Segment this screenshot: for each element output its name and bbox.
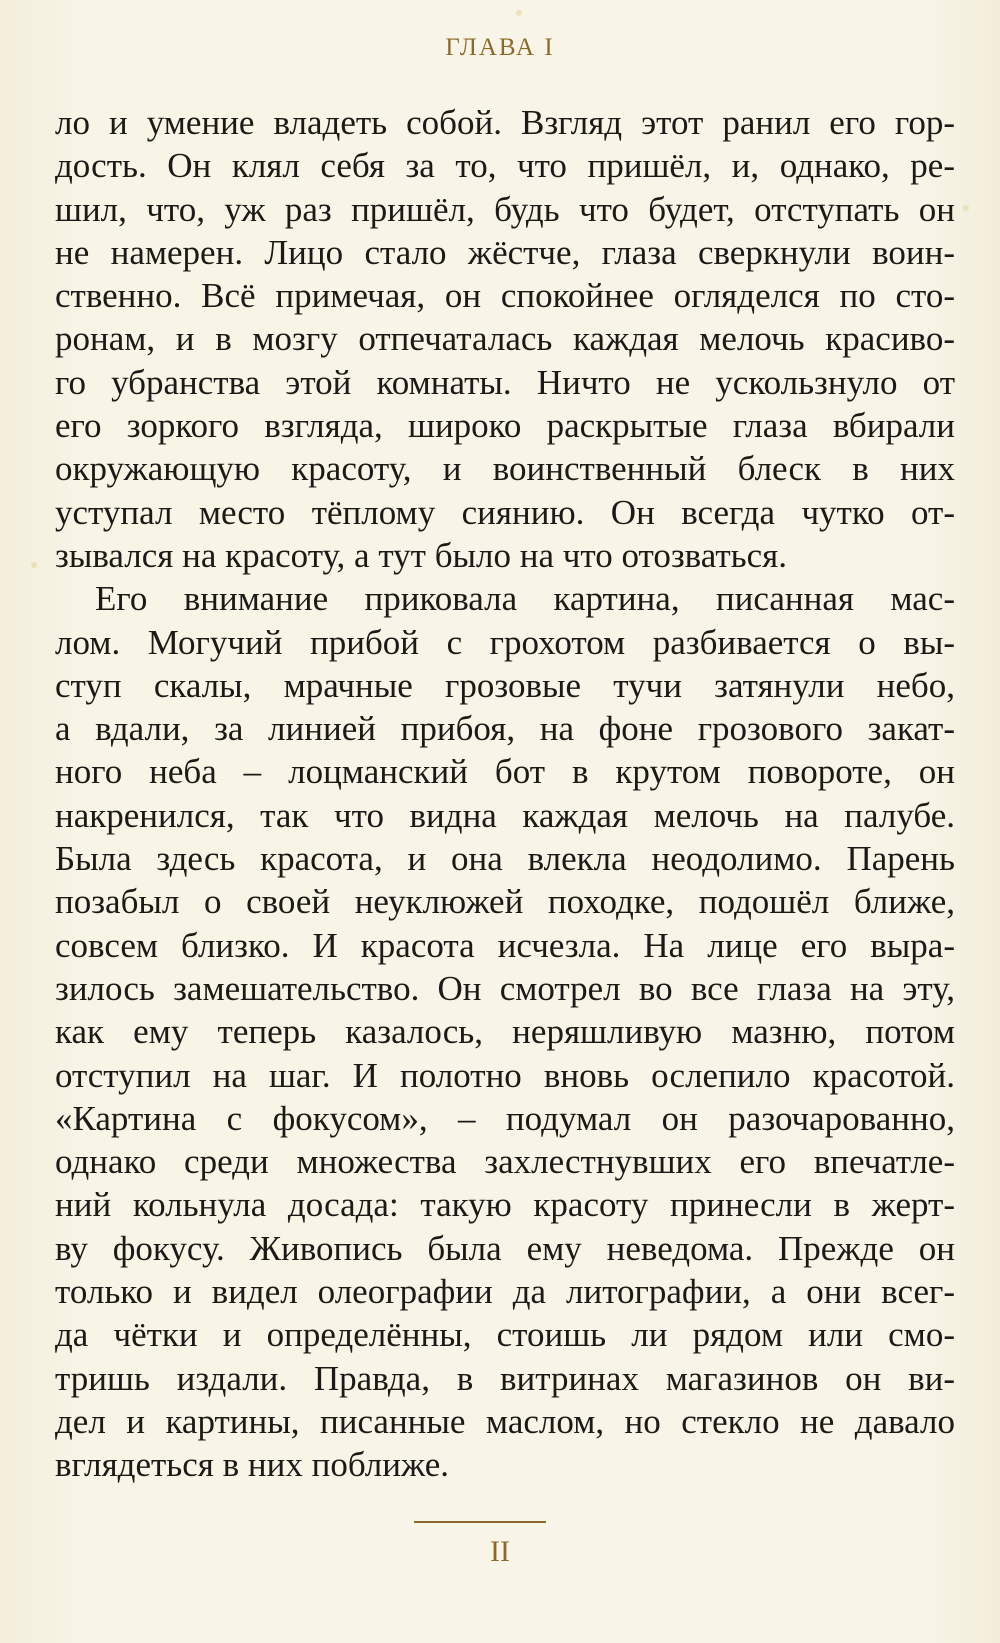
text-line: го убранства этой комнаты. Ничто не ускользнуло от xyxy=(55,362,955,402)
body-text xyxy=(55,101,955,1487)
paragraph xyxy=(55,577,955,1486)
text-line: ного неба – лоцманский бот в крутом повороте, он xyxy=(55,752,955,792)
text-line: ву фокусу. Живопись была ему неведома. Прежде он xyxy=(55,1228,955,1268)
footer-rule xyxy=(414,1521,546,1523)
text-line: дел и картины, писанные маслом, но стекло не давало xyxy=(55,1401,955,1441)
text-line: «Картина с фокусом», – подумал он разочарованно, xyxy=(55,1098,955,1138)
paragraph xyxy=(55,101,955,577)
text-line: как ему теперь казалось, неряшливую мазню, потом xyxy=(55,1012,955,1052)
text-line: позабыл о своей неуклюжей походке, подошёл ближе, xyxy=(55,882,955,922)
text-line: да чётки и определённы, стоишь ли рядом или смо- xyxy=(55,1315,955,1355)
paper-speck xyxy=(963,205,969,211)
running-head: ГЛАВА I xyxy=(445,34,555,61)
text-line: шил, что, уж раз пришёл, будь что будет, отступать он xyxy=(55,189,955,229)
text-line: вглядеться в них поближе. xyxy=(55,1445,450,1485)
paper-speck xyxy=(516,10,522,16)
text-line: ний кольнула досада: такую красоту принесли в жерт- xyxy=(55,1185,955,1225)
text-line: дость. Он клял себя за то, что пришёл, и, однако, ре- xyxy=(55,146,955,186)
text-line: тришь издали. Правда, в витринах магазинов он ви- xyxy=(55,1358,955,1398)
text-line: совсем близко. И красота исчезла. На лице его выра- xyxy=(55,925,955,965)
text-line: зывался на красоту, а тут было на что отозваться. xyxy=(55,535,787,575)
text-line: зилось замешательство. Он смотрел во все глаза на эту, xyxy=(55,968,955,1008)
text-line: лом. Могучий прибой с грохотом разбивается о вы- xyxy=(55,622,955,662)
text-line: а вдали, за линией прибоя, на фоне грозового закат- xyxy=(55,709,955,749)
text-line: отступил на шаг. И полотно вновь ослепило красотой. xyxy=(55,1055,955,1095)
text-line: накренился, так что видна каждая мелочь на палубе. xyxy=(55,795,955,835)
text-line: ронам, и в мозгу отпечаталась каждая мелочь красиво- xyxy=(55,319,955,359)
text-line: уступал место тёплому сиянию. Он всегда чутко от- xyxy=(55,492,955,532)
text-line: Его внимание приковала картина, писанная мас- xyxy=(95,579,955,619)
text-line: однако среди множества захлестнувших его впечатле- xyxy=(55,1142,955,1182)
text-line: ступ скалы, мрачные грозовые тучи затянули небо, xyxy=(55,665,955,705)
text-line: его зоркого взгляда, широко раскрытые глаза вбирали xyxy=(55,406,955,446)
text-line: только и видел олеографии да литографии, а они всег- xyxy=(55,1272,955,1312)
text-line: Была здесь красота, и она влекла неодолимо. Парень xyxy=(55,839,955,879)
paper-speck xyxy=(31,562,37,568)
text-line: ло и умение владеть собой. Взгляд этот ранил его гор- xyxy=(55,103,955,142)
text-line: ственно. Всё примечая, он спокойнее огляделся по сто- xyxy=(55,276,955,316)
page-number: II xyxy=(490,1535,510,1568)
text-line: не намерен. Лицо стало жёстче, глаза сверкнули воин- xyxy=(55,232,955,272)
text-line: окружающую красоту, и воинственный блеск в них xyxy=(55,449,955,489)
